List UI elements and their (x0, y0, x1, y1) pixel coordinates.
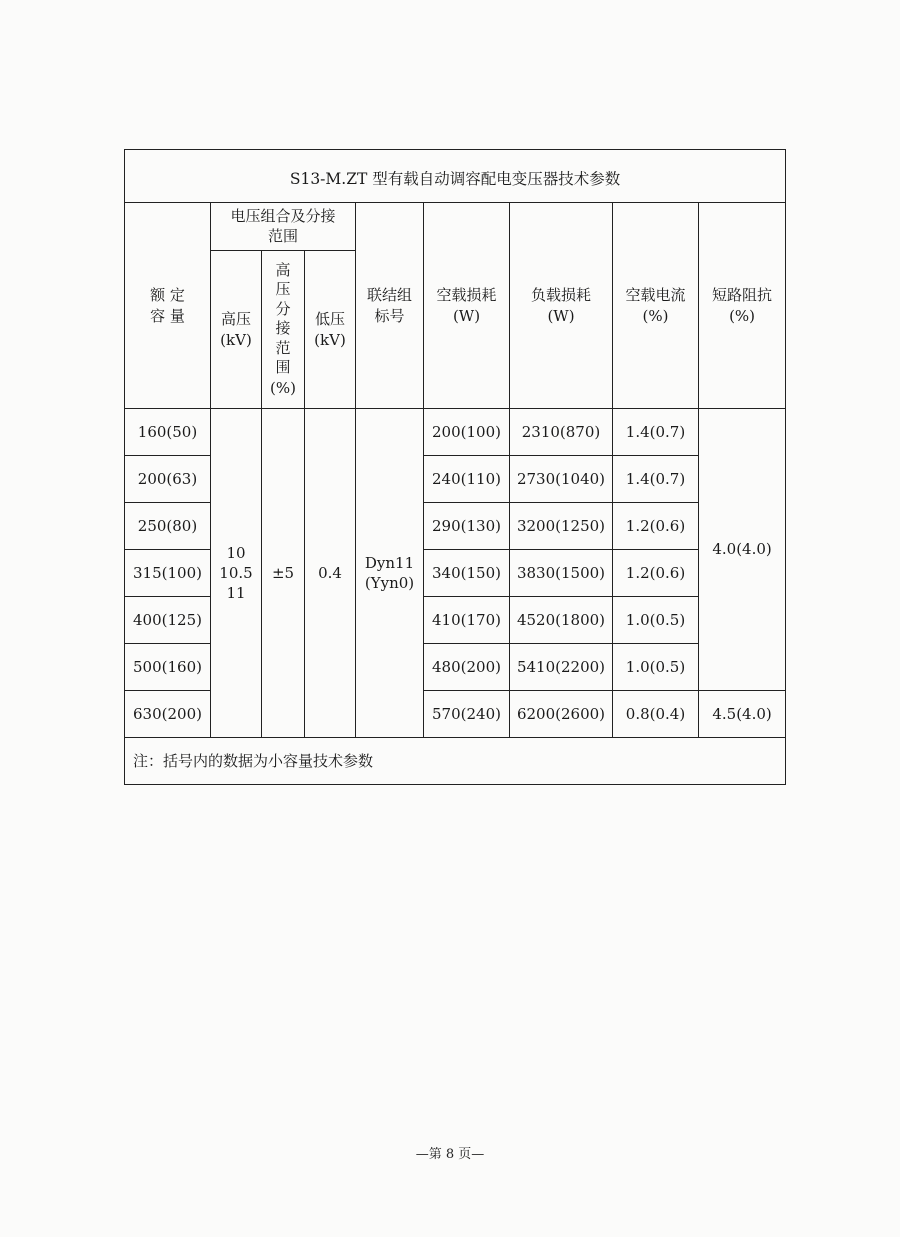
cell-no-load-current: 1.0(0.5) (613, 597, 699, 644)
header-load-loss-label: 负载损耗 (530, 286, 591, 305)
cell-vector-line1: Dyn11 (364, 553, 415, 572)
header-no-load-loss-label: 空载损耗 (436, 286, 497, 305)
transformer-spec-table (124, 149, 786, 785)
cell-no-load-loss: 570(240) (424, 691, 510, 738)
header-vector-group (356, 203, 424, 409)
cell-no-load-current: 0.8(0.4) (613, 691, 699, 738)
cell-load-loss: 2730(1040) (510, 456, 613, 503)
cell-no-load-current: 1.2(0.6) (613, 503, 699, 550)
cell-no-load-loss: 200(100) (424, 409, 510, 456)
header-tap-range-label: 高压分接范围 (275, 260, 291, 377)
cell-capacity: 630(200) (125, 691, 211, 738)
header-hv-unit: (kV) (220, 330, 252, 349)
cell-tap: ±5 (262, 409, 305, 738)
header-hv-label: 高压 (220, 310, 251, 329)
header-no-load-loss-unit: (W) (452, 306, 481, 325)
cell-vector-group (356, 409, 424, 738)
header-capacity-line1: 额 定 (150, 286, 185, 305)
header-impedance-unit: (%) (729, 306, 756, 325)
header-impedance-label: 短路阻抗 (712, 286, 773, 305)
cell-capacity: 400(125) (125, 597, 211, 644)
cell-no-load-loss: 410(170) (424, 597, 510, 644)
header-no-load-current-label: 空载电流 (625, 286, 686, 305)
cell-load-loss: 3200(1250) (510, 503, 613, 550)
cell-load-loss: 6200(2600) (510, 691, 613, 738)
header-lv-label: 低压 (314, 310, 345, 329)
header-vector-group-line1: 联结组 (366, 286, 412, 305)
header-tap-range (262, 251, 305, 409)
cell-hv-line2: 10.5 (219, 563, 253, 582)
cell-load-loss: 2310(870) (510, 409, 613, 456)
header-no-load-current (613, 203, 699, 409)
cell-no-load-loss: 480(200) (424, 644, 510, 691)
cell-hv (211, 409, 262, 738)
cell-impedance-a: 4.0(4.0) (699, 409, 786, 691)
page-number: —第 8 页— (415, 1147, 485, 1162)
cell-capacity: 315(100) (125, 550, 211, 597)
header-tap-range-unit: (%) (270, 378, 296, 397)
cell-lv: 0.4 (305, 409, 356, 738)
cell-no-load-loss: 340(150) (424, 550, 510, 597)
cell-load-loss: 3830(1500) (510, 550, 613, 597)
cell-no-load-current: 1.2(0.6) (613, 550, 699, 597)
header-capacity-line2: 容 量 (150, 306, 185, 325)
cell-capacity: 500(160) (125, 644, 211, 691)
cell-no-load-current: 1.4(0.7) (613, 456, 699, 503)
cell-impedance-b: 4.5(4.0) (699, 691, 786, 738)
table-row (125, 409, 786, 456)
cell-load-loss: 4520(1800) (510, 597, 613, 644)
cell-capacity: 200(63) (125, 456, 211, 503)
header-no-load-current-unit: (%) (642, 306, 669, 325)
cell-no-load-loss: 240(110) (424, 456, 510, 503)
cell-load-loss: 5410(2200) (510, 644, 613, 691)
header-vector-group-line2: 标号 (374, 306, 405, 325)
header-lv-unit: (kV) (314, 330, 346, 349)
cell-vector-line2: (Yyn0) (364, 574, 415, 592)
cell-capacity: 250(80) (125, 503, 211, 550)
table-note: 注：括号内的数据为小容量技术参数 (125, 738, 786, 785)
header-hv (211, 251, 262, 409)
table-title: S13-M.ZT 型有载自动调容配电变压器技术参数 (125, 150, 786, 203)
cell-hv-line3: 11 (226, 584, 246, 603)
cell-hv-line1: 10 (226, 543, 246, 562)
header-voltage-group-text: 电压组合及分接范围 (230, 207, 336, 245)
header-impedance (699, 203, 786, 409)
header-voltage-group (211, 203, 356, 251)
header-lv (305, 251, 356, 409)
cell-no-load-current: 1.0(0.5) (613, 644, 699, 691)
header-load-loss-unit: (W) (547, 306, 575, 325)
header-no-load-loss (424, 203, 510, 409)
cell-capacity: 160(50) (125, 409, 211, 456)
header-load-loss (510, 203, 613, 409)
cell-no-load-loss: 290(130) (424, 503, 510, 550)
header-capacity (125, 203, 211, 409)
cell-no-load-current: 1.4(0.7) (613, 409, 699, 456)
